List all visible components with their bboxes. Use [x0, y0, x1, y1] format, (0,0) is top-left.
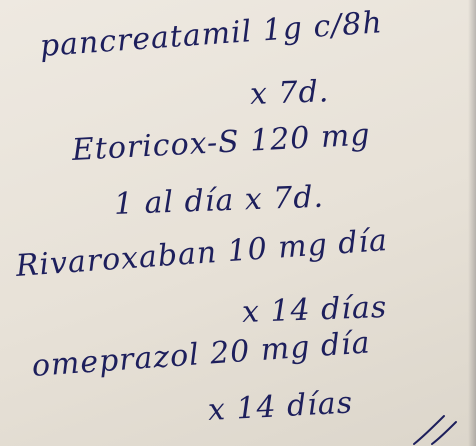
note-line-5: Rivaroxaban 10 mg día: [14, 223, 390, 284]
page-edge-shadow: [468, 0, 476, 446]
note-line-7: omeprazol 20 mg día: [30, 325, 372, 384]
note-line-1: pancreatamil 1g c/8h: [38, 5, 384, 64]
signature-stroke: [410, 410, 460, 446]
note-line-8: x 14 días: [207, 385, 354, 428]
note-line-2: x 7d.: [249, 74, 330, 112]
note-line-4: 1 al día x 7d.: [113, 179, 325, 222]
note-line-6: x 14 días: [241, 289, 388, 330]
note-line-3: Etoricox-S 120 mg: [71, 117, 372, 168]
